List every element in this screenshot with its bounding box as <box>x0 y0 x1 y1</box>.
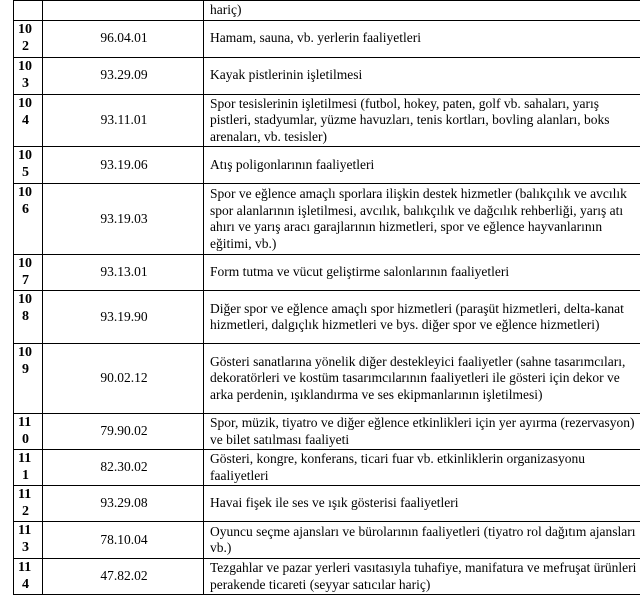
row-number-part1: 10 <box>16 184 40 201</box>
table-row <box>14 1 640 21</box>
table-row <box>14 559 640 595</box>
row-number-part1: 11 <box>16 522 40 539</box>
document-page <box>13 0 625 595</box>
row-number-part2: 9 <box>16 361 40 378</box>
row-number-cell <box>14 522 43 559</box>
activity-code-cell: 93.29.08 <box>43 486 204 522</box>
row-number-part2: 0 <box>16 431 40 448</box>
row-number-part2: 1 <box>16 467 40 484</box>
activity-code-cell: 93.19.06 <box>43 147 204 184</box>
activity-description-cell: Havai fişek ile ses ve ışık gösterisi faaliyetleri <box>204 486 640 522</box>
activity-description-cell: Spor tesislerinin işletilmesi (futbol, hokey, paten, golf vb. sahaları, yarış pistleri, stadyumlar, yüzme havuzları, tenis kortları, bovling alanları, boks arenaları, vb. tesisler) <box>204 94 640 147</box>
row-number-cell <box>14 486 43 522</box>
row-number-part2: 8 <box>16 308 40 325</box>
row-number-cell <box>14 291 43 344</box>
row-number-part1: 10 <box>16 147 40 164</box>
table-row <box>14 344 640 414</box>
row-number-part2: 7 <box>16 272 40 289</box>
row-number-cell <box>14 559 43 595</box>
row-number-part1: 10 <box>16 21 40 38</box>
activity-description-cell: hariç) <box>204 1 640 21</box>
table-row <box>14 522 640 559</box>
activity-description-cell: Atış poligonlarının faaliyetleri <box>204 147 640 184</box>
row-number-part2: 6 <box>16 201 40 218</box>
row-number-cell <box>14 255 43 291</box>
table-row <box>14 486 640 522</box>
row-number-part1: 10 <box>16 58 40 75</box>
row-number-part1: 10 <box>16 255 40 272</box>
table-row <box>14 450 640 486</box>
activity-code-cell: 90.02.12 <box>43 344 204 414</box>
row-number-part1: 11 <box>16 450 40 467</box>
activity-code-cell: 93.19.03 <box>43 184 204 255</box>
table-row <box>14 20 640 57</box>
activity-code-cell: 78.10.04 <box>43 522 204 559</box>
table-row <box>14 184 640 255</box>
row-number-part1: 10 <box>16 95 40 112</box>
activity-description-cell: Spor ve eğlence amaçlı sporlara ilişkin destek hizmetler (balıkçılık ve avcılık spor alanlarının işletilmesi, avcılık, balıkçılık ve dağcılık rehberliği, yarış atı ahırı ve yarış aracı garajlarının hizmetleri, spor ve eğlence hayvanlarının eğitimi, vb.) <box>204 184 640 255</box>
row-number-part1: 11 <box>16 414 40 431</box>
activity-code-cell: 93.19.90 <box>43 291 204 344</box>
table-body <box>14 1 640 595</box>
activity-description-cell: Diğer spor ve eğlence amaçlı spor hizmetleri (paraşüt hizmetleri, delta-kanat hizmetleri, dalgıçlık hizmetleri ve bys. diğer spor ve eğlence hizmetleri) <box>204 291 640 344</box>
table-row <box>14 147 640 184</box>
activity-description-cell: Gösteri sanatlarına yönelik diğer destekleyici faaliyetler (sahne tasarımcıları, dekoratörleri ve kostüm tasarımcılarının faaliyetleri ile gösteri için dekor ve arka perdenin, ışıklandırma ve ses ekipmanlarının işletilmesi) <box>204 344 640 414</box>
row-number-part1: 10 <box>16 291 40 308</box>
row-number-cell <box>14 94 43 147</box>
row-number-part2: 3 <box>16 75 40 92</box>
row-number-cell <box>14 20 43 57</box>
activity-code-cell <box>43 1 204 21</box>
row-number-cell <box>14 344 43 414</box>
activity-code-cell: 82.30.02 <box>43 450 204 486</box>
row-number-cell <box>14 184 43 255</box>
activity-description-cell: Spor, müzik, tiyatro ve diğer eğlence etkinlikleri için yer ayırma (rezervasyon) ve bilet satılması faaliyeti <box>204 414 640 450</box>
row-number-cell <box>14 57 43 94</box>
activity-description-cell: Kayak pistlerinin işletilmesi <box>204 57 640 94</box>
row-number-part2: 2 <box>16 503 40 520</box>
activity-description-cell: Gösteri, kongre, konferans, ticari fuar vb. etkinliklerin organizasyonu faaliyetleri <box>204 450 640 486</box>
row-number-part2: 3 <box>16 539 40 556</box>
activity-code-table <box>13 0 640 595</box>
row-number-cell <box>14 450 43 486</box>
table-row <box>14 414 640 450</box>
table-row <box>14 94 640 147</box>
row-number-part2: 4 <box>16 112 40 129</box>
table-row <box>14 57 640 94</box>
row-number-cell <box>14 1 43 21</box>
activity-description-cell: Tezgahlar ve pazar yerleri vasıtasıyla tuhafiye, manifatura ve mefruşat ürünleri perakende ticareti (seyyar satıcılar hariç) <box>204 559 640 595</box>
row-number-cell <box>14 147 43 184</box>
table-row <box>14 255 640 291</box>
activity-code-cell: 79.90.02 <box>43 414 204 450</box>
row-number-part1: 10 <box>16 344 40 361</box>
row-number-part1: 11 <box>16 486 40 503</box>
row-number-cell <box>14 414 43 450</box>
activity-description-cell: Oyuncu seçme ajansları ve bürolarının faaliyetleri (tiyatro rol dağıtım ajansları vb.) <box>204 522 640 559</box>
row-number-part2: 2 <box>16 38 40 55</box>
activity-code-cell: 93.11.01 <box>43 94 204 147</box>
row-number-part1: 11 <box>16 559 40 576</box>
table-row <box>14 291 640 344</box>
activity-description-cell: Form tutma ve vücut geliştirme salonlarının faaliyetleri <box>204 255 640 291</box>
row-number-part2: 5 <box>16 164 40 181</box>
activity-description-cell: Hamam, sauna, vb. yerlerin faaliyetleri <box>204 20 640 57</box>
activity-code-cell: 96.04.01 <box>43 20 204 57</box>
row-number-part2: 4 <box>16 576 40 593</box>
activity-code-cell: 93.13.01 <box>43 255 204 291</box>
activity-code-cell: 47.82.02 <box>43 559 204 595</box>
activity-code-cell: 93.29.09 <box>43 57 204 94</box>
